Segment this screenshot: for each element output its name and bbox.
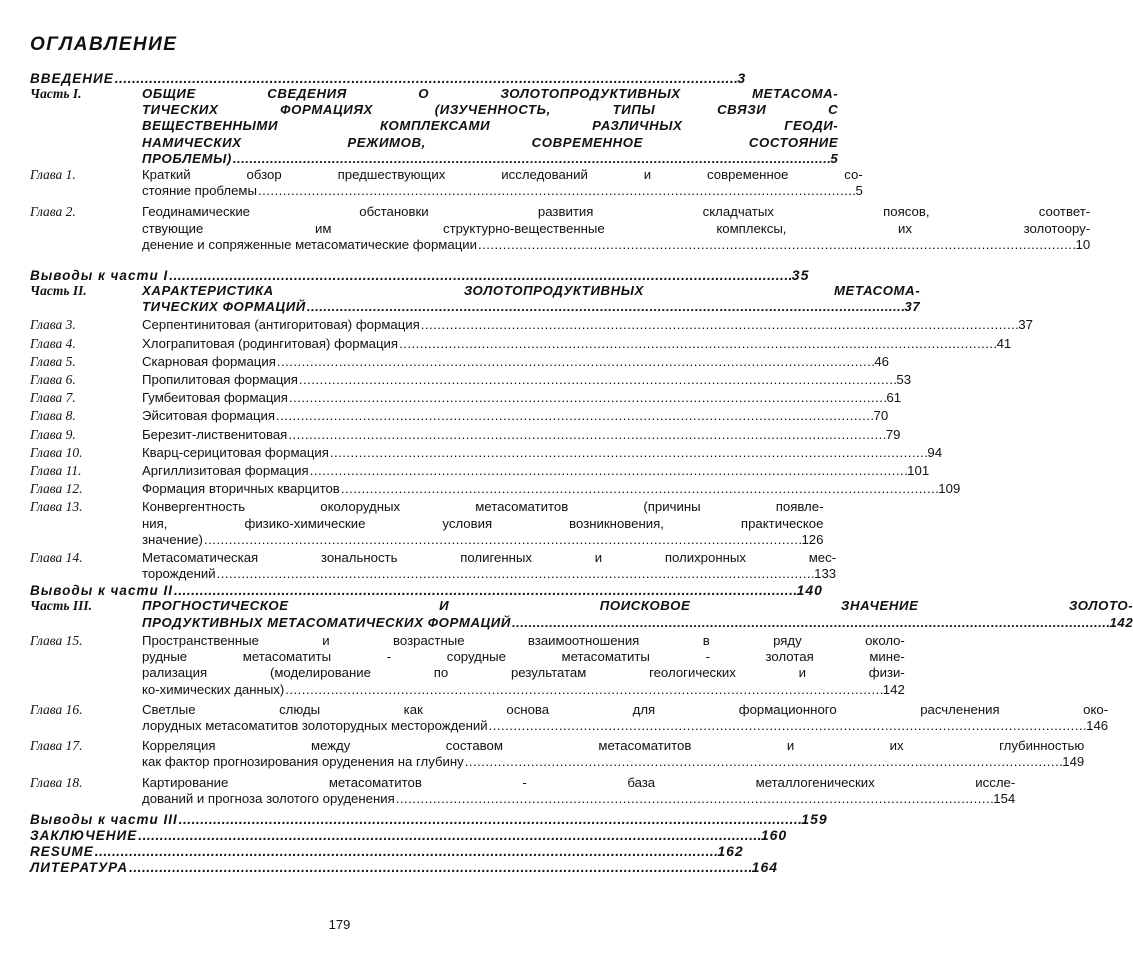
- entry-page: 10: [1075, 236, 1091, 252]
- toc-entry-conclusions-part-1: [30, 267, 810, 284]
- dot-leader: [396, 791, 992, 807]
- table-of-contents: [30, 70, 1133, 875]
- chapter-title: [142, 354, 889, 370]
- chapter-label: Глава 1.: [30, 167, 76, 183]
- title-line: Геодинамические обстановки развития складчатых поясов, соответ-: [142, 204, 1091, 220]
- title-line: Пространственные и возрастные взаимоотношения в ряду околo-: [142, 632, 905, 648]
- title-line: Эйситовая формация: [142, 408, 276, 424]
- toc-entry-conclusion: [30, 826, 788, 843]
- chapter-label: Глава 6.: [30, 372, 76, 388]
- dot-leader: [258, 183, 854, 199]
- chapter-label: Глава 12.: [30, 481, 83, 497]
- chapter-title: [142, 550, 836, 582]
- dot-leader: [289, 390, 885, 406]
- toc-entry-part-3: [30, 598, 1133, 630]
- entry-page: 37: [1018, 317, 1033, 333]
- entry-page: 109: [938, 481, 961, 497]
- entry-page: 70: [873, 408, 889, 424]
- chapter-title: [142, 408, 888, 424]
- entry-page: 101: [907, 463, 930, 479]
- title-line: ХАРАКТЕРИСТИКА ЗОЛОТОПРОДУКТИВНЫХ МЕТАСОМА-: [142, 283, 921, 299]
- chapter-title: [142, 775, 1015, 807]
- chapter-label: Глава 9.: [30, 426, 76, 442]
- chapter-label: Глава 5.: [30, 353, 76, 369]
- toc-entry-chapter-7: [30, 390, 902, 406]
- entry-page: 5: [855, 183, 863, 199]
- title-line: рализация (моделирование по результатам геологических и физи-: [142, 665, 905, 681]
- title-line: Хлограпитовая (родингитовая) формация: [142, 335, 399, 351]
- dot-leader: [138, 828, 760, 843]
- part-title: [142, 598, 1133, 630]
- part-label: Часть I.: [30, 86, 82, 101]
- title-line: Скарновая формация: [142, 353, 276, 369]
- entry-page: 154: [993, 790, 1016, 806]
- dot-leader: [421, 317, 1017, 333]
- page-number: 179: [328, 917, 351, 932]
- dot-leader: [478, 237, 1074, 253]
- dot-leader: [288, 427, 884, 443]
- entry-page: 146: [1086, 717, 1109, 733]
- dot-leader: [115, 71, 737, 86]
- entry-page: 79: [885, 426, 901, 442]
- toc-entry-chapter-4: [30, 335, 1012, 352]
- chapter-label: Глава 15.: [30, 632, 83, 648]
- title-line: ОБЩИЕ СВЕДЕНИЯ О ЗОЛОТОПРОДУКТИВНЫХ МЕТАСОМА-: [142, 86, 839, 101]
- toc-entry-conclusions-part-2: [30, 582, 823, 599]
- chapter-title: [142, 336, 1011, 352]
- chapter-label: Глава 14.: [30, 550, 83, 566]
- title-line: торождений: [142, 566, 216, 582]
- entry-page: 142: [1109, 614, 1133, 630]
- dot-leader: [341, 481, 937, 497]
- toc-entry-chapter-5: [30, 353, 890, 370]
- chapter-title: [142, 463, 929, 479]
- entry-page: 159: [801, 810, 828, 827]
- toc-entry-chapter-3: [30, 317, 1033, 333]
- title-line: рудные метасоматиты - сорудные метасоматиты - золотая мине-: [142, 649, 905, 665]
- chapter-label: Глава 16.: [30, 701, 83, 717]
- title-line: Кварц-серицитовая формация: [142, 444, 329, 460]
- title-line: Серпентинитовая (антигоритовая) формация: [142, 317, 420, 333]
- chapter-title: [142, 427, 900, 443]
- chapter-title: [142, 167, 863, 199]
- title-line: Корреляция между составом метасоматитов и их глубинностью: [142, 738, 1085, 754]
- toc-entry-chapter-15: [30, 632, 905, 698]
- toc-entry-chapter-2: [30, 204, 1091, 253]
- title-line: ния, физико-химические условия возникновения, практическое: [142, 515, 824, 531]
- chapter-label: Глава 4.: [30, 335, 76, 351]
- entry-title: ЗАКЛЮЧЕНИЕ: [30, 827, 138, 843]
- toc-entry-resume: [30, 842, 744, 859]
- chapter-label: Глава 17.: [30, 738, 83, 754]
- title-line: Аргиллизитовая формация: [142, 463, 309, 479]
- entry-page: 37: [904, 299, 921, 315]
- chapter-title: [142, 702, 1108, 734]
- toc-entry-chapter-1: [30, 167, 863, 199]
- chapter-label: Глава 3.: [30, 317, 76, 333]
- title-line: лорудных метасоматитов золоторудных месторождений: [142, 717, 488, 733]
- title-line: значение): [142, 531, 203, 547]
- title-line: Светлые слюды как основа для формационного расчленения око-: [142, 701, 1109, 717]
- dot-leader: [276, 408, 872, 424]
- toc-entry-chapter-16: [30, 701, 1109, 734]
- chapter-label: Глава 13.: [30, 499, 83, 515]
- title-line: ПРОГНОСТИЧЕСКОЕ И ПОИСКОВОЕ ЗНАЧЕНИЕ ЗОЛОТО-: [142, 598, 1133, 614]
- dot-leader: [204, 532, 800, 548]
- title-line: НАМИЧЕСКИХ РЕЖИМОВ, СОВРЕМЕННОЕ СОСТОЯНИЕ: [142, 134, 839, 150]
- title-line: ВЕЩЕСТВЕННЫМИ КОМПЛЕКСАМИ РАЗЛИЧНЫХ ГЕОДИ-: [142, 118, 839, 134]
- entry-page: 35: [791, 267, 810, 284]
- dot-leader: [330, 445, 926, 461]
- entry-page: 142: [882, 681, 905, 697]
- chapter-title: [142, 390, 901, 406]
- toc-entry-conclusions-part-3: [30, 810, 828, 827]
- title-line: денение и сопряженные метасоматические формации: [142, 236, 477, 252]
- chapter-title: [142, 738, 1084, 770]
- title-line: Краткий обзор предшествующих исследований и современное со-: [142, 167, 863, 183]
- dot-leader: [399, 336, 995, 352]
- chapter-label: Глава 11.: [30, 463, 82, 479]
- title-line: Березит-лиственитовая: [142, 426, 288, 442]
- entry-page: 41: [996, 335, 1012, 351]
- chapter-title: [142, 372, 911, 388]
- dot-leader: [95, 844, 717, 859]
- entry-page: 140: [796, 582, 823, 599]
- dot-leader: [174, 583, 796, 598]
- title-line: ТИЧЕСКИХ ФОРМАЦИЙ: [142, 299, 306, 315]
- title-line: дований и прогноза золотого оруденения: [142, 790, 395, 806]
- dot-leader: [169, 268, 791, 283]
- dot-leader: [307, 299, 903, 315]
- title-line: Картирование метасоматитов - база металлогенических иссле-: [142, 774, 1016, 790]
- toc-entry-chapter-10: [30, 444, 943, 461]
- toc-entry-chapter-13: [30, 499, 824, 548]
- entry-page: 5: [830, 150, 839, 166]
- chapter-title: [142, 481, 960, 497]
- chapter-title: [142, 445, 942, 461]
- toc-entry-part-1: [30, 86, 839, 167]
- entry-title: Выводы к части I: [30, 268, 169, 284]
- entry-page: 53: [896, 372, 912, 388]
- dot-leader: [465, 754, 1061, 770]
- toc-entry-chapter-18: [30, 774, 1016, 807]
- part-label: Часть II.: [30, 283, 87, 299]
- dot-leader: [179, 812, 801, 827]
- entry-title: RESUME: [30, 843, 94, 859]
- chapter-title: [142, 204, 1090, 253]
- title-line: Пропилитовая формация: [142, 372, 298, 388]
- entry-page: 3: [737, 70, 747, 86]
- title-line: ПРОБЛЕМЫ): [142, 150, 232, 166]
- entry-page: 133: [814, 566, 837, 582]
- title-line: ПРОДУКТИВНЫХ МЕТАСОМАТИЧЕСКИХ ФОРМАЦИЙ: [142, 614, 511, 630]
- toc-entry-chapter-9: [30, 426, 901, 443]
- entry-page: 94: [927, 444, 943, 460]
- title-line: ко-химических данных): [142, 681, 285, 697]
- title-line: Формация вторичных кварцитов: [142, 481, 340, 497]
- entry-page: 61: [886, 390, 902, 406]
- toc-entry-chapter-11: [30, 463, 930, 479]
- chapter-title: [142, 499, 823, 548]
- entry-page: 164: [751, 858, 779, 875]
- title-line: Гумбеитовая формация: [142, 390, 288, 406]
- dot-leader: [489, 718, 1085, 734]
- chapter-label: Глава 8.: [30, 408, 76, 424]
- toc-entry-part-2: [30, 283, 921, 315]
- entry-page: 126: [801, 531, 824, 547]
- dot-leader: [285, 682, 881, 698]
- chapter-title: [142, 317, 1033, 333]
- entry-page: 162: [717, 842, 744, 859]
- toc-entry-chapter-6: [30, 372, 912, 388]
- title-line: стояние проблемы: [142, 183, 257, 199]
- title-line: как фактор прогнозирования оруденения на глубину: [142, 754, 464, 770]
- toc-entry-intro: [30, 70, 747, 86]
- dot-leader: [310, 463, 906, 479]
- title-line: ствующие им структурно-вещественные комплексы, их золотоору-: [142, 220, 1091, 236]
- chapter-label: Глава 10.: [30, 444, 83, 460]
- entry-page: 46: [874, 353, 890, 369]
- toc-heading: ОГЛАВЛЕНИЕ: [30, 34, 178, 55]
- chapter-label: Глава 7.: [30, 390, 76, 406]
- part-label: Часть III.: [30, 598, 93, 614]
- chapter-label: Глава 2.: [30, 204, 76, 220]
- chapter-title: [142, 633, 905, 698]
- toc-entry-literature: [30, 858, 779, 875]
- dot-leader: [233, 151, 829, 167]
- dot-leader: [129, 860, 751, 875]
- dot-leader: [277, 354, 873, 370]
- entry-page: 149: [1062, 754, 1085, 770]
- part-title: [142, 283, 920, 315]
- title-line: ТИЧЕСКИХ ФОРМАЦИЯХ (ИЗУЧЕННОСТЬ, ТИПЫ СВЯЗИ С: [142, 102, 839, 118]
- part-title: [142, 86, 838, 167]
- toc-entry-chapter-17: [30, 738, 1085, 770]
- dot-leader: [512, 615, 1108, 631]
- entry-page: 160: [760, 826, 788, 843]
- dot-leader: [299, 372, 895, 388]
- toc-entry-chapter-14: [30, 550, 837, 582]
- toc-entry-chapter-12: [30, 481, 961, 497]
- chapter-label: Глава 18.: [30, 774, 83, 790]
- title-line: Конвергентность околорудных метасоматитов (причины появле-: [142, 499, 824, 515]
- entry-title: ЛИТЕРАТУРА: [30, 859, 129, 875]
- title-line: Метасоматическая зональность полигенных и полихронных мес-: [142, 550, 837, 566]
- entry-title: ВВЕДЕНИЕ: [30, 71, 114, 86]
- toc-entry-chapter-8: [30, 408, 889, 424]
- dot-leader: [217, 566, 813, 582]
- entry-title: Выводы к части III: [30, 811, 178, 827]
- entry-title: Выводы к части II: [30, 583, 173, 599]
